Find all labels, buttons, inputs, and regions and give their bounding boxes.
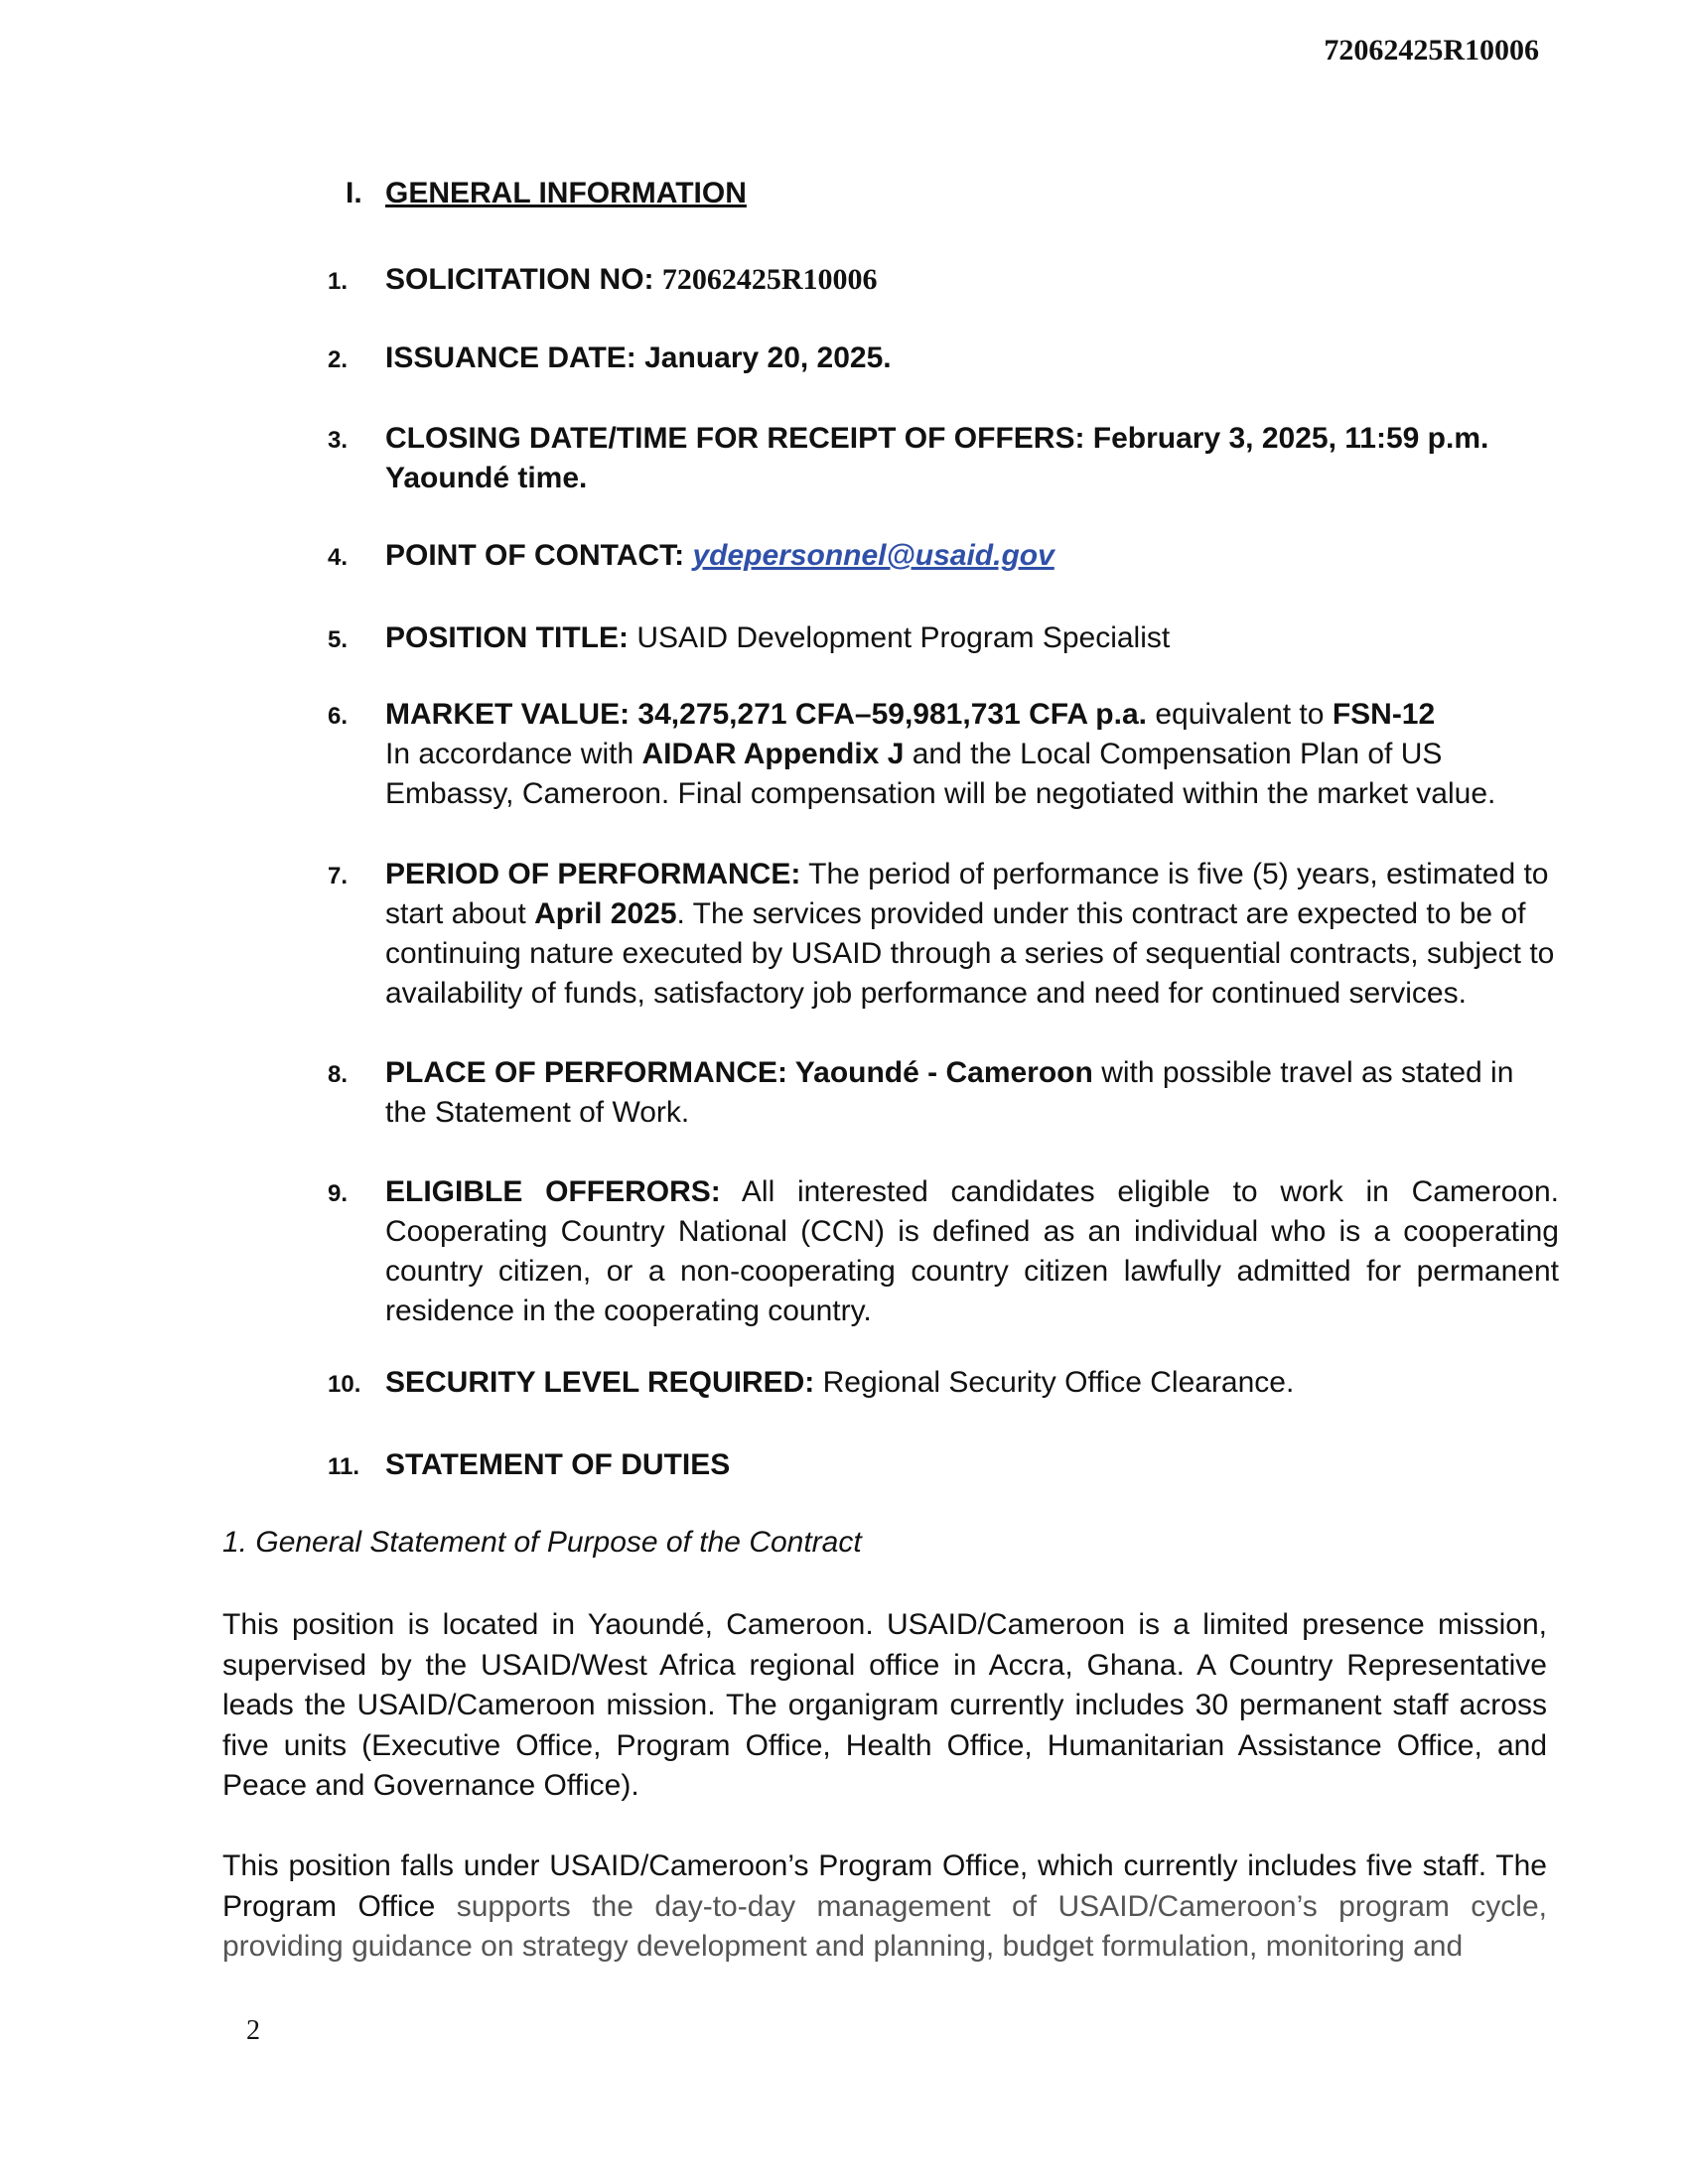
list-item-position-title: 5. POSITION TITLE: USAID Development Program Specialist: [328, 618, 1559, 660]
paragraph-program-office: This position falls under USAID/Cameroon’s Program Office, which currently includes five staff. The Program Office supports the day-to-day management of USAID/Cameroon’s program cycle, providing guidance on strategy development and planning, budget formulation, monitoring and: [222, 1849, 1547, 1963]
list-item-eligible-offerors: 9. ELIGIBLE OFFERORS: All interested candidates eligible to work in Cameroon. Cooperating Country National (CCN) is defined as an individual who is a cooperating country citizen, or a non-cooperating country citizen lawfully admitted for permanent residence in the cooperating country.: [328, 1172, 1559, 1331]
general-information-list: [328, 260, 1559, 1487]
page-number: 2: [246, 2015, 260, 2046]
paragraph-location: This position is located in Yaoundé, Cameroon. USAID/Cameroon is a limited presence mission, supervised by the USAID/West Africa regional office in Accra, Ghana. A Country Representative leads the USAID/Cameroon mission. The organigram currently includes 30 permanent staff across five units (Executive Office, Program Office, Health Office, Humanitarian Assistance Office, and Peace and Governance Office).: [222, 1608, 1547, 1802]
list-item-point-of-contact: 4. POINT OF CONTACT: ydepersonnel@usaid.gov: [328, 536, 1559, 578]
list-item-market-value: 6. MARKET VALUE: 34,275,271 CFA–59,981,731 CFA p.a. equivalent to FSN-12 In accordance with AIDAR Appendix J and the Local Compensation Plan of US Embassy, Cameroon. Final compensation will be negotiated within the market value.: [328, 695, 1559, 814]
item-number: 10.: [328, 1371, 361, 1398]
section-roman-numeral: I.: [346, 177, 362, 209]
list-item-solicitation-number: 1. SOLICITATION NO: 72062425R10006: [328, 260, 1559, 302]
item-number: 2.: [328, 346, 349, 373]
item-number: 6.: [328, 703, 349, 730]
item-number: 7.: [328, 863, 349, 889]
solicitation-number-value: 72062425R10006: [661, 263, 878, 296]
list-item-closing-date: 3. CLOSING DATE/TIME FOR RECEIPT OF OFFERS: February 3, 2025, 11:59 p.m. Yaoundé time.: [328, 419, 1559, 498]
contact-email-link[interactable]: ydepersonnel@usaid.gov: [692, 539, 1055, 572]
document-number-header: 72062425R10006: [1324, 34, 1539, 67]
section-heading: [346, 177, 747, 210]
list-item-place-of-performance: 8. PLACE OF PERFORMANCE: Yaoundé - Cameroon with possible travel as stated in the Statement of Work.: [328, 1053, 1559, 1133]
item-number: 8.: [328, 1061, 349, 1088]
item-number: 4.: [328, 544, 349, 571]
list-item-period-of-performance: 7. PERIOD OF PERFORMANCE: The period of performance is five (5) years, estimated to start about April 2025. The services provided under this contract are expected to be of continuing nature executed by USAID through a series of sequential contracts, subject to availability of funds, satisfactory job performance and need for continued services.: [328, 855, 1559, 1014]
list-item-security-level: 10. SECURITY LEVEL REQUIRED: Regional Security Office Clearance.: [328, 1363, 1559, 1405]
list-item-issuance-date: 2. ISSUANCE DATE: January 20, 2025.: [328, 339, 1559, 380]
item-number: 11.: [328, 1453, 360, 1480]
item-number: 3.: [328, 427, 349, 454]
grade-level: FSN-12: [1332, 698, 1436, 731]
list-item-statement-of-duties: 11. STATEMENT OF DUTIES: [328, 1445, 1559, 1487]
section-title: GENERAL INFORMATION: [385, 177, 747, 209]
subsection-heading: 1. General Statement of Purpose of the Contract: [222, 1526, 862, 1559]
item-number: 9.: [328, 1180, 349, 1207]
item-number: 5.: [328, 626, 349, 653]
item-number: 1.: [328, 268, 349, 295]
